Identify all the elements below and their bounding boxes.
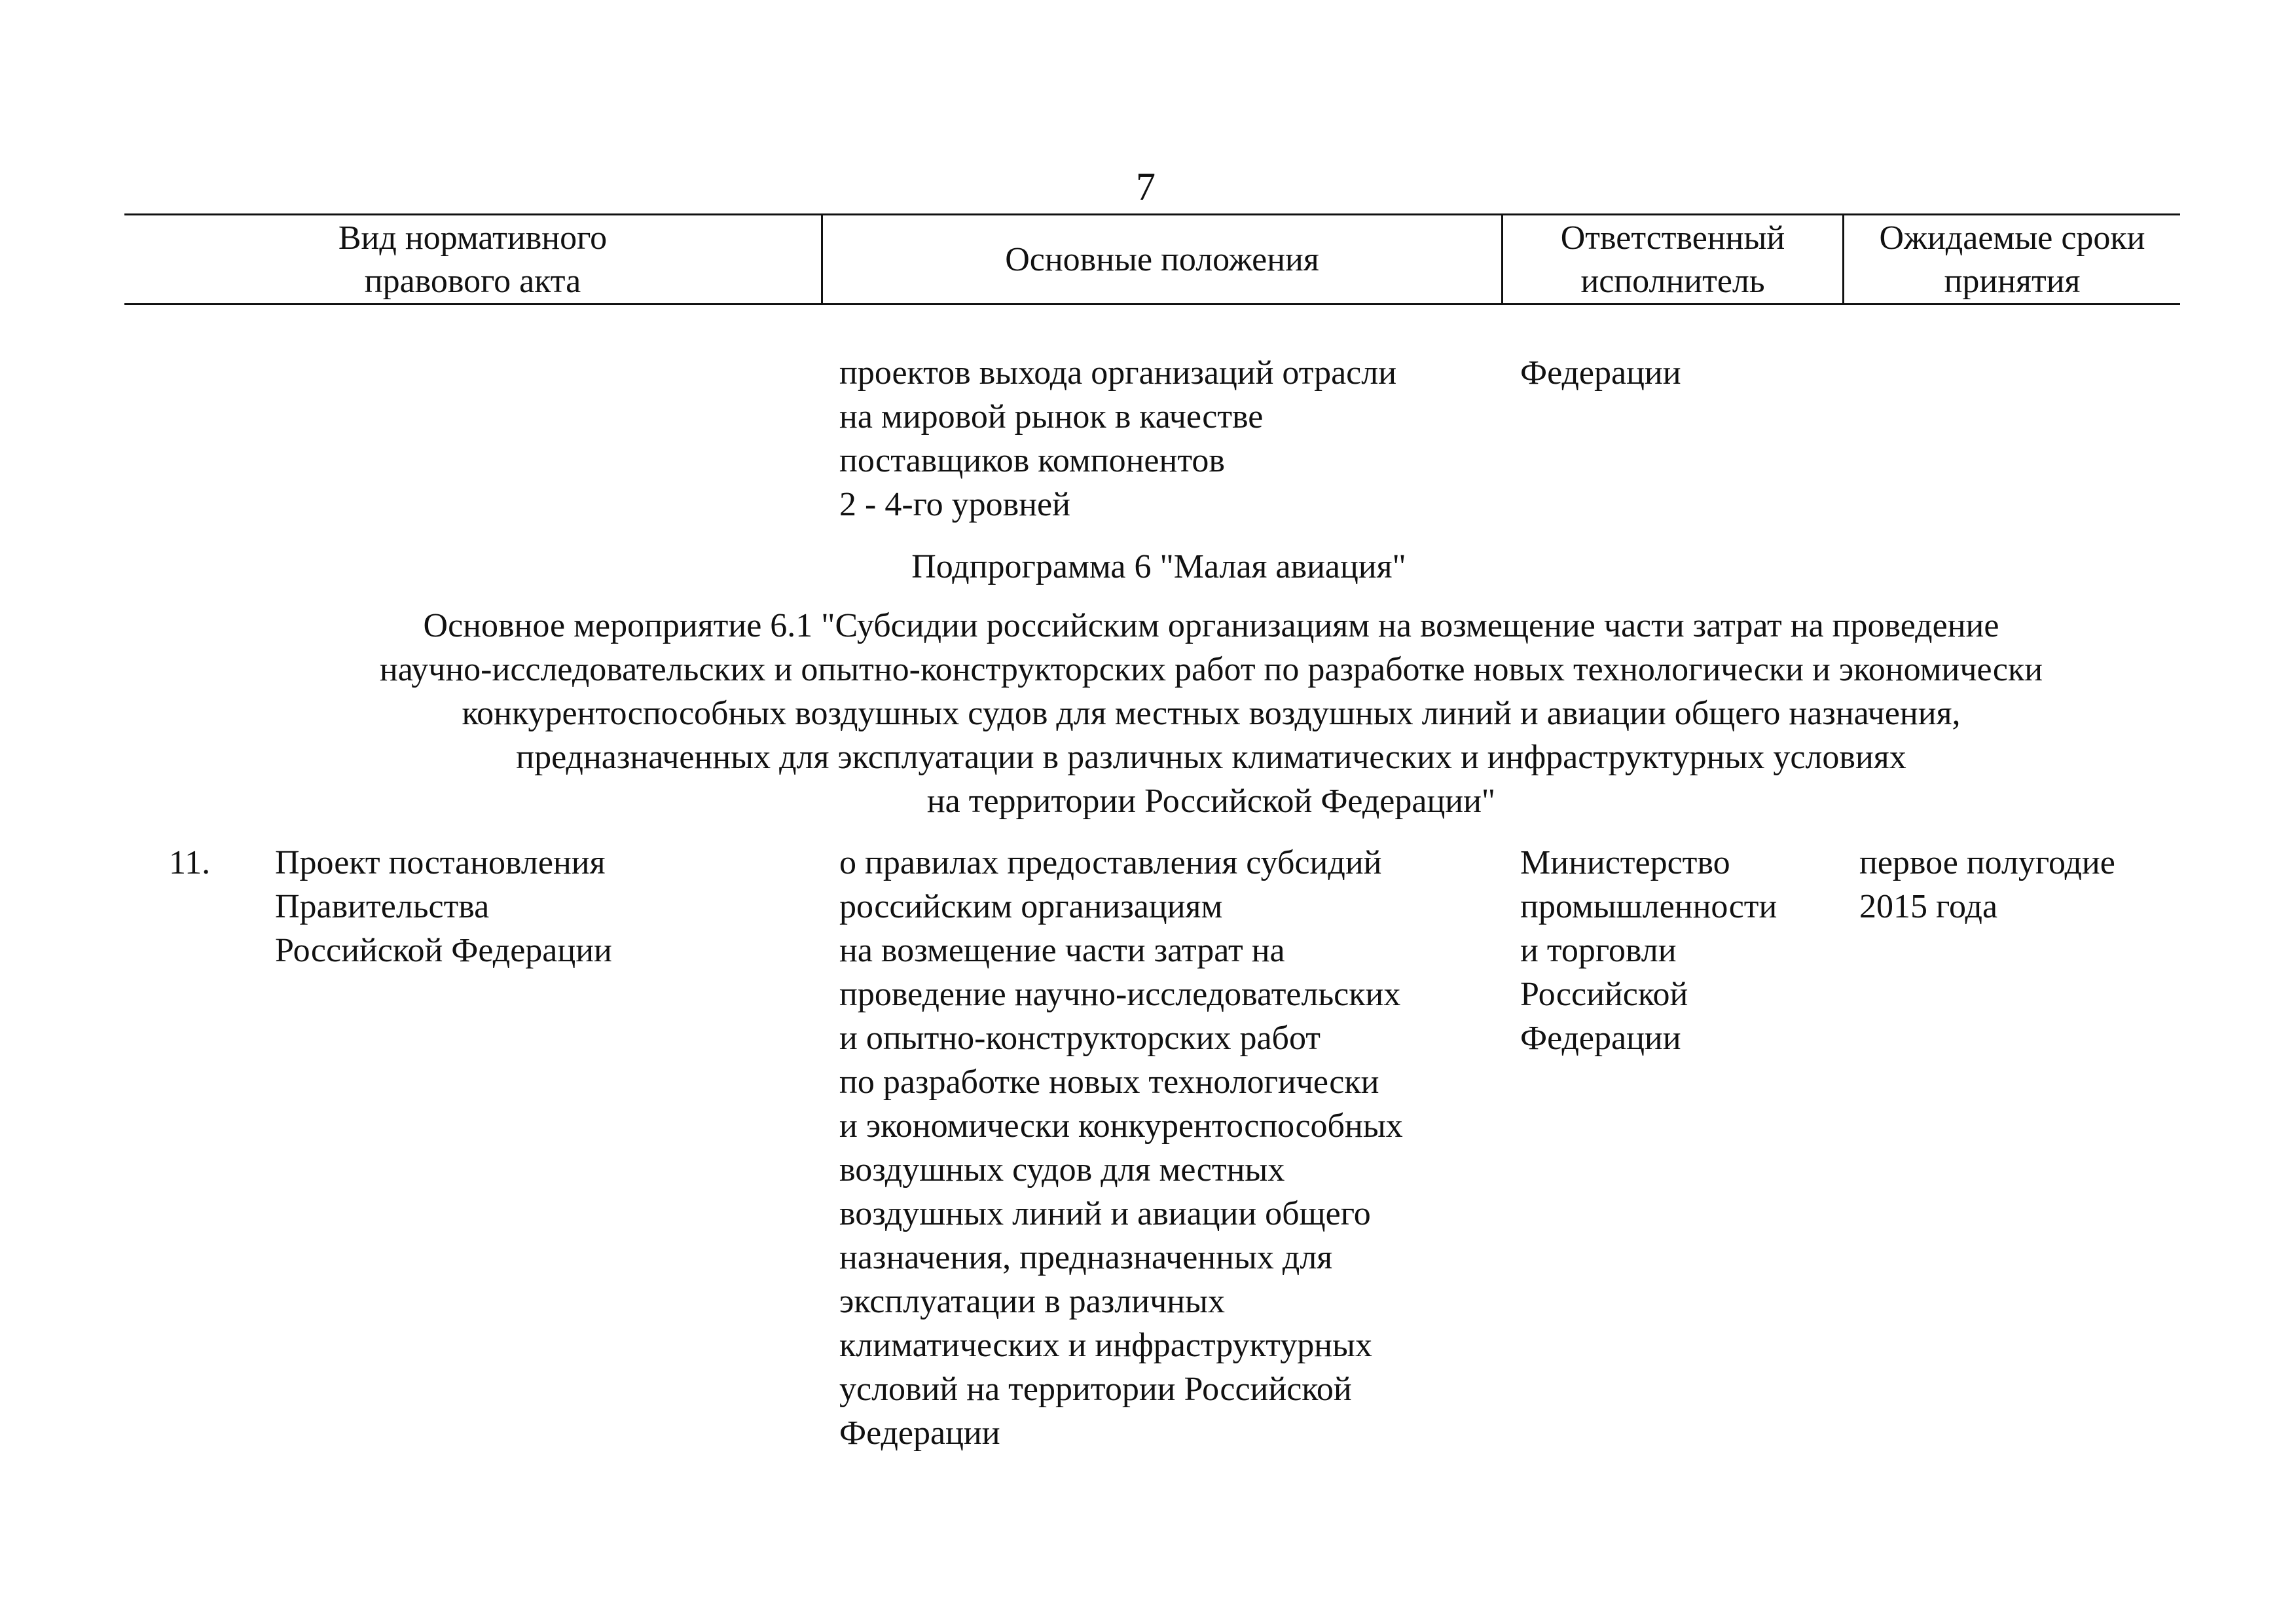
subprogram-title: Подпрограмма 6 "Малая авиация"	[911, 548, 1406, 585]
row-deadline: первое полугодие 2015 года	[1859, 844, 2115, 925]
header-act-type: Вид нормативного правового акта	[338, 219, 608, 300]
header-executor: Ответственный исполнитель	[1560, 219, 1785, 300]
row-number: 11.	[169, 844, 211, 881]
continuation-provisions: проектов выхода организаций отрасли на мировой рынок в качестве поставщиков компонентов 2 - 4-го уровней	[839, 354, 1397, 523]
row-executor: Министерство промышленности и торговли Российской Федерации	[1520, 844, 1777, 1057]
header-rule-top	[124, 213, 2180, 215]
header-rule-bottom	[124, 303, 2180, 305]
header-deadline: Ожидаемые сроки принятия	[1879, 219, 2145, 300]
row-provisions: о правилах предоставления субсидий российским организациям на возмещение части затрат на проведение научно-исследовательских и опытно-конструкторских работ по разработке новых технологически и экономически конкурентоспособных воздушных судов для местных воздушных линий и авиации общего назначения, предназначенных для эксплуатации в различных климатических и инфраструктурных условий на территории Российской Федерации	[839, 844, 1403, 1452]
continuation-executor: Федерации	[1520, 354, 1681, 392]
header-provisions: Основные положения	[1005, 241, 1319, 278]
row-act-type: Проект постановления Правительства Российской Федерации	[275, 844, 612, 969]
page-number: 7	[1136, 165, 1156, 208]
main-activity-heading: Основное мероприятие 6.1 "Субсидии российским организациям на возмещение части затрат на проведение научно-исследовательских и опытно-конструкторских работ по разработке новых технологически и экономически конкурентоспособных воздушных судов для местных воздушных линий и авиации общего назначения, предназначенных для эксплуатации в различных климатических и инфраструктурных условиях на территории Российской Федерации"	[379, 607, 2043, 820]
